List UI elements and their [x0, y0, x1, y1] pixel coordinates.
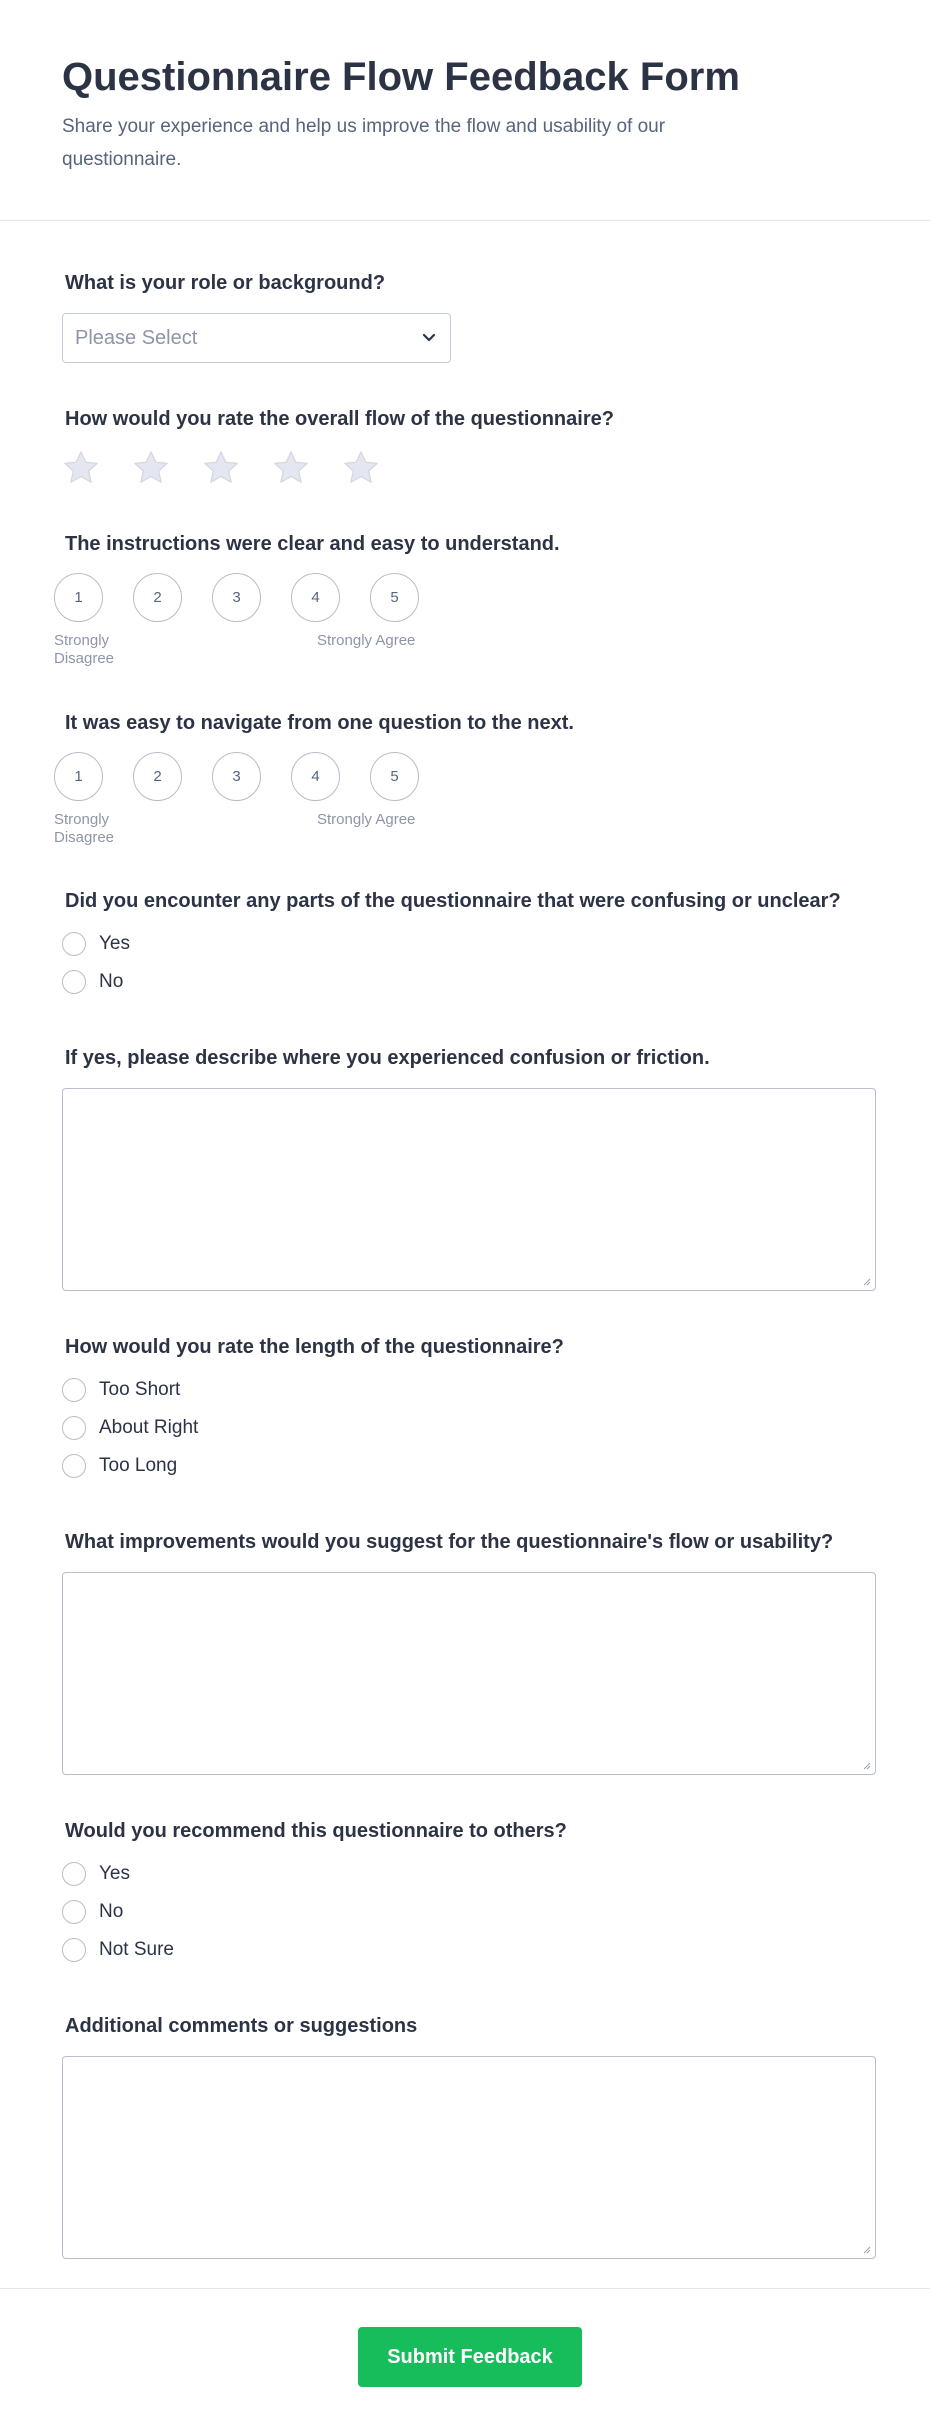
radio-button[interactable] — [62, 1416, 86, 1440]
radio-option-too-long[interactable] — [62, 1447, 198, 1485]
radio-label: Not Sure — [99, 1939, 174, 1960]
form-footer-divider — [0, 2288, 930, 2289]
scale-option-1[interactable]: 1 — [54, 752, 103, 801]
radio-button[interactable] — [62, 932, 86, 956]
question-label: What improvements would you suggest for the questionnaire's flow or usability? — [65, 1531, 834, 1553]
recommend-radio-group — [62, 1855, 174, 1969]
radio-button[interactable] — [62, 1900, 86, 1924]
scale-option-5[interactable]: 5 — [370, 573, 419, 622]
form-title: Questionnaire Flow Feedback Form — [62, 55, 740, 99]
scale-option-2[interactable]: 2 — [133, 752, 182, 801]
radio-label: Too Short — [99, 1379, 181, 1400]
radio-option-no[interactable] — [62, 1893, 174, 1931]
radio-button[interactable] — [62, 1378, 86, 1402]
scale-option-4[interactable]: 4 — [291, 573, 340, 622]
star-5-icon[interactable] — [342, 449, 380, 487]
resize-grip-icon[interactable] — [861, 1760, 871, 1770]
question-label: It was easy to navigate from one question to the next. — [65, 712, 574, 734]
question-navigation — [62, 712, 574, 735]
role-dropdown[interactable] — [62, 313, 451, 363]
star-3-icon[interactable] — [202, 449, 240, 487]
submit-button[interactable]: Submit Feedback — [358, 2327, 582, 2387]
resize-grip-icon[interactable] — [861, 2244, 871, 2254]
form-subtitle: Share your experience and help us improve the flow and usability of our questionnaire. — [62, 116, 666, 170]
radio-option-yes[interactable] — [62, 1855, 174, 1893]
scale-option-3[interactable]: 3 — [212, 752, 261, 801]
question-label: How would you rate the overall flow of the questionnaire? — [65, 408, 614, 430]
dropdown-placeholder: Please Select — [75, 326, 198, 349]
question-flow-rating — [62, 408, 614, 431]
scale-low-label: Strongly Disagree — [54, 811, 115, 846]
radio-option-not-sure[interactable] — [62, 1931, 174, 1969]
radio-option-no[interactable] — [62, 963, 130, 1001]
radio-option-too-short[interactable] — [62, 1371, 198, 1409]
radio-button[interactable] — [62, 1454, 86, 1478]
question-improvements — [62, 1531, 833, 1554]
radio-button[interactable] — [62, 1938, 86, 1962]
instructions-scale — [54, 573, 419, 672]
star-1-icon[interactable] — [62, 449, 100, 487]
radio-label: Yes — [99, 1863, 130, 1884]
question-label: Did you encounter any parts of the questionnaire that were confusing or unclear? — [65, 890, 841, 912]
scale-option-5[interactable]: 5 — [370, 752, 419, 801]
star-2-icon[interactable] — [132, 449, 170, 487]
scale-option-3[interactable]: 3 — [212, 573, 261, 622]
question-recommend — [62, 1820, 567, 1843]
radio-button[interactable] — [62, 1862, 86, 1886]
scale-option-2[interactable]: 2 — [133, 573, 182, 622]
radio-option-yes[interactable] — [62, 925, 130, 963]
radio-label: No — [99, 1901, 124, 1922]
resize-grip-icon[interactable] — [861, 1276, 871, 1286]
question-label: Additional comments or suggestions — [65, 2015, 418, 2037]
question-instructions — [62, 533, 560, 556]
confusing-radio-group — [62, 925, 130, 1001]
radio-label: Yes — [99, 933, 130, 954]
question-comments — [62, 2015, 417, 2038]
question-confusion-detail — [62, 1047, 710, 1070]
navigation-scale — [54, 752, 419, 851]
confusion-detail-textarea[interactable] — [62, 1088, 876, 1291]
scale-high-label: Strongly Agree — [317, 811, 416, 828]
question-length — [62, 1336, 564, 1359]
comments-textarea[interactable] — [62, 2056, 876, 2259]
question-label: Would you recommend this questionnaire to others? — [65, 1820, 567, 1842]
question-label: How would you rate the length of the questionnaire? — [65, 1336, 564, 1358]
scale-high-label: Strongly Agree — [317, 632, 416, 649]
question-label: If yes, please describe where you experienced confusion or friction. — [65, 1047, 710, 1069]
question-role — [62, 272, 385, 295]
improvements-textarea[interactable] — [62, 1572, 876, 1775]
radio-label: Too Long — [99, 1455, 178, 1476]
question-confusing — [62, 890, 841, 913]
scale-option-4[interactable]: 4 — [291, 752, 340, 801]
question-label: The instructions were clear and easy to understand. — [65, 533, 560, 555]
chevron-down-icon — [422, 333, 436, 343]
radio-button[interactable] — [62, 970, 86, 994]
radio-option-about-right[interactable] — [62, 1409, 198, 1447]
star-4-icon[interactable] — [272, 449, 310, 487]
scale-low-label: Strongly Disagree — [54, 632, 115, 667]
scale-option-1[interactable]: 1 — [54, 573, 103, 622]
form-header — [0, 0, 930, 221]
radio-label: No — [99, 971, 124, 992]
star-rating — [62, 449, 380, 487]
question-label: What is your role or background? — [65, 272, 386, 294]
radio-label: About Right — [99, 1417, 199, 1438]
length-radio-group — [62, 1371, 198, 1485]
